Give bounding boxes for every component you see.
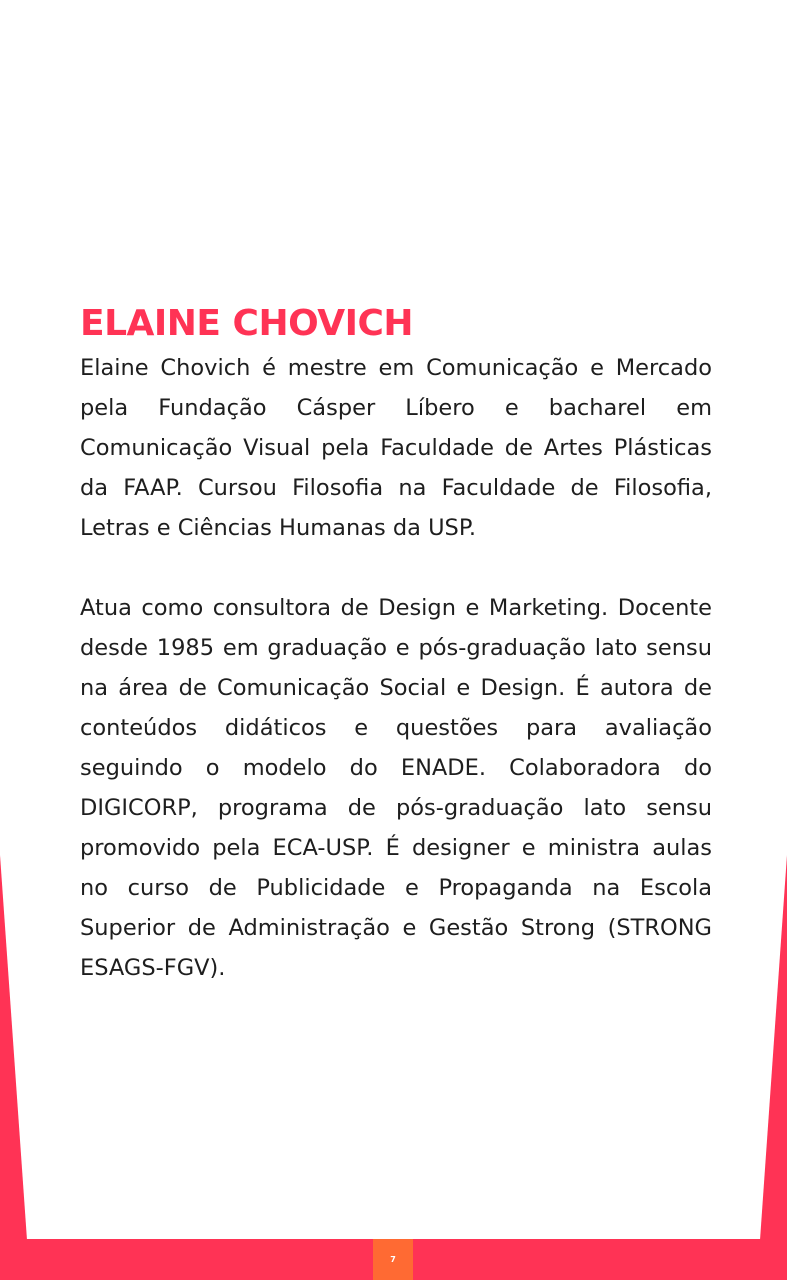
bio-section — [80, 300, 712, 988]
right-red-wedge — [760, 855, 787, 1240]
page-number: 7 — [390, 1255, 396, 1264]
bio-paragraph-1: Elaine Chovich é mestre em Comunicação e Mercado pela Fundação Cásper Líbero e bacharel em Comunicação Visual pela Faculdade de Artes Plásticas da FAAP. Cursou Filosofia na Faculdade de Filosofia, Letras e Ciências Humanas da USP. — [80, 355, 712, 541]
page-number-badge — [373, 1239, 413, 1280]
author-name-heading: ELAINE CHOVICH — [80, 303, 414, 344]
left-red-wedge — [0, 855, 27, 1240]
bio-paragraph-2: Atua como consultora de Design e Marketing. Docente desde 1985 em graduação e pós-graduação lato sensu na área de Comunicação Social e Design. É autora de conteúdos didáticos e questões para avaliação seguindo o modelo do ENADE. Colaboradora do DIGICORP, programa de pós-graduação lato sensu promovido pela ECA-USP. É designer e ministra aulas no curso de Publicidade e Propaganda na Escola Superior de Administração e Gestão Strong (STRONG ESAGS-FGV). — [80, 595, 712, 981]
